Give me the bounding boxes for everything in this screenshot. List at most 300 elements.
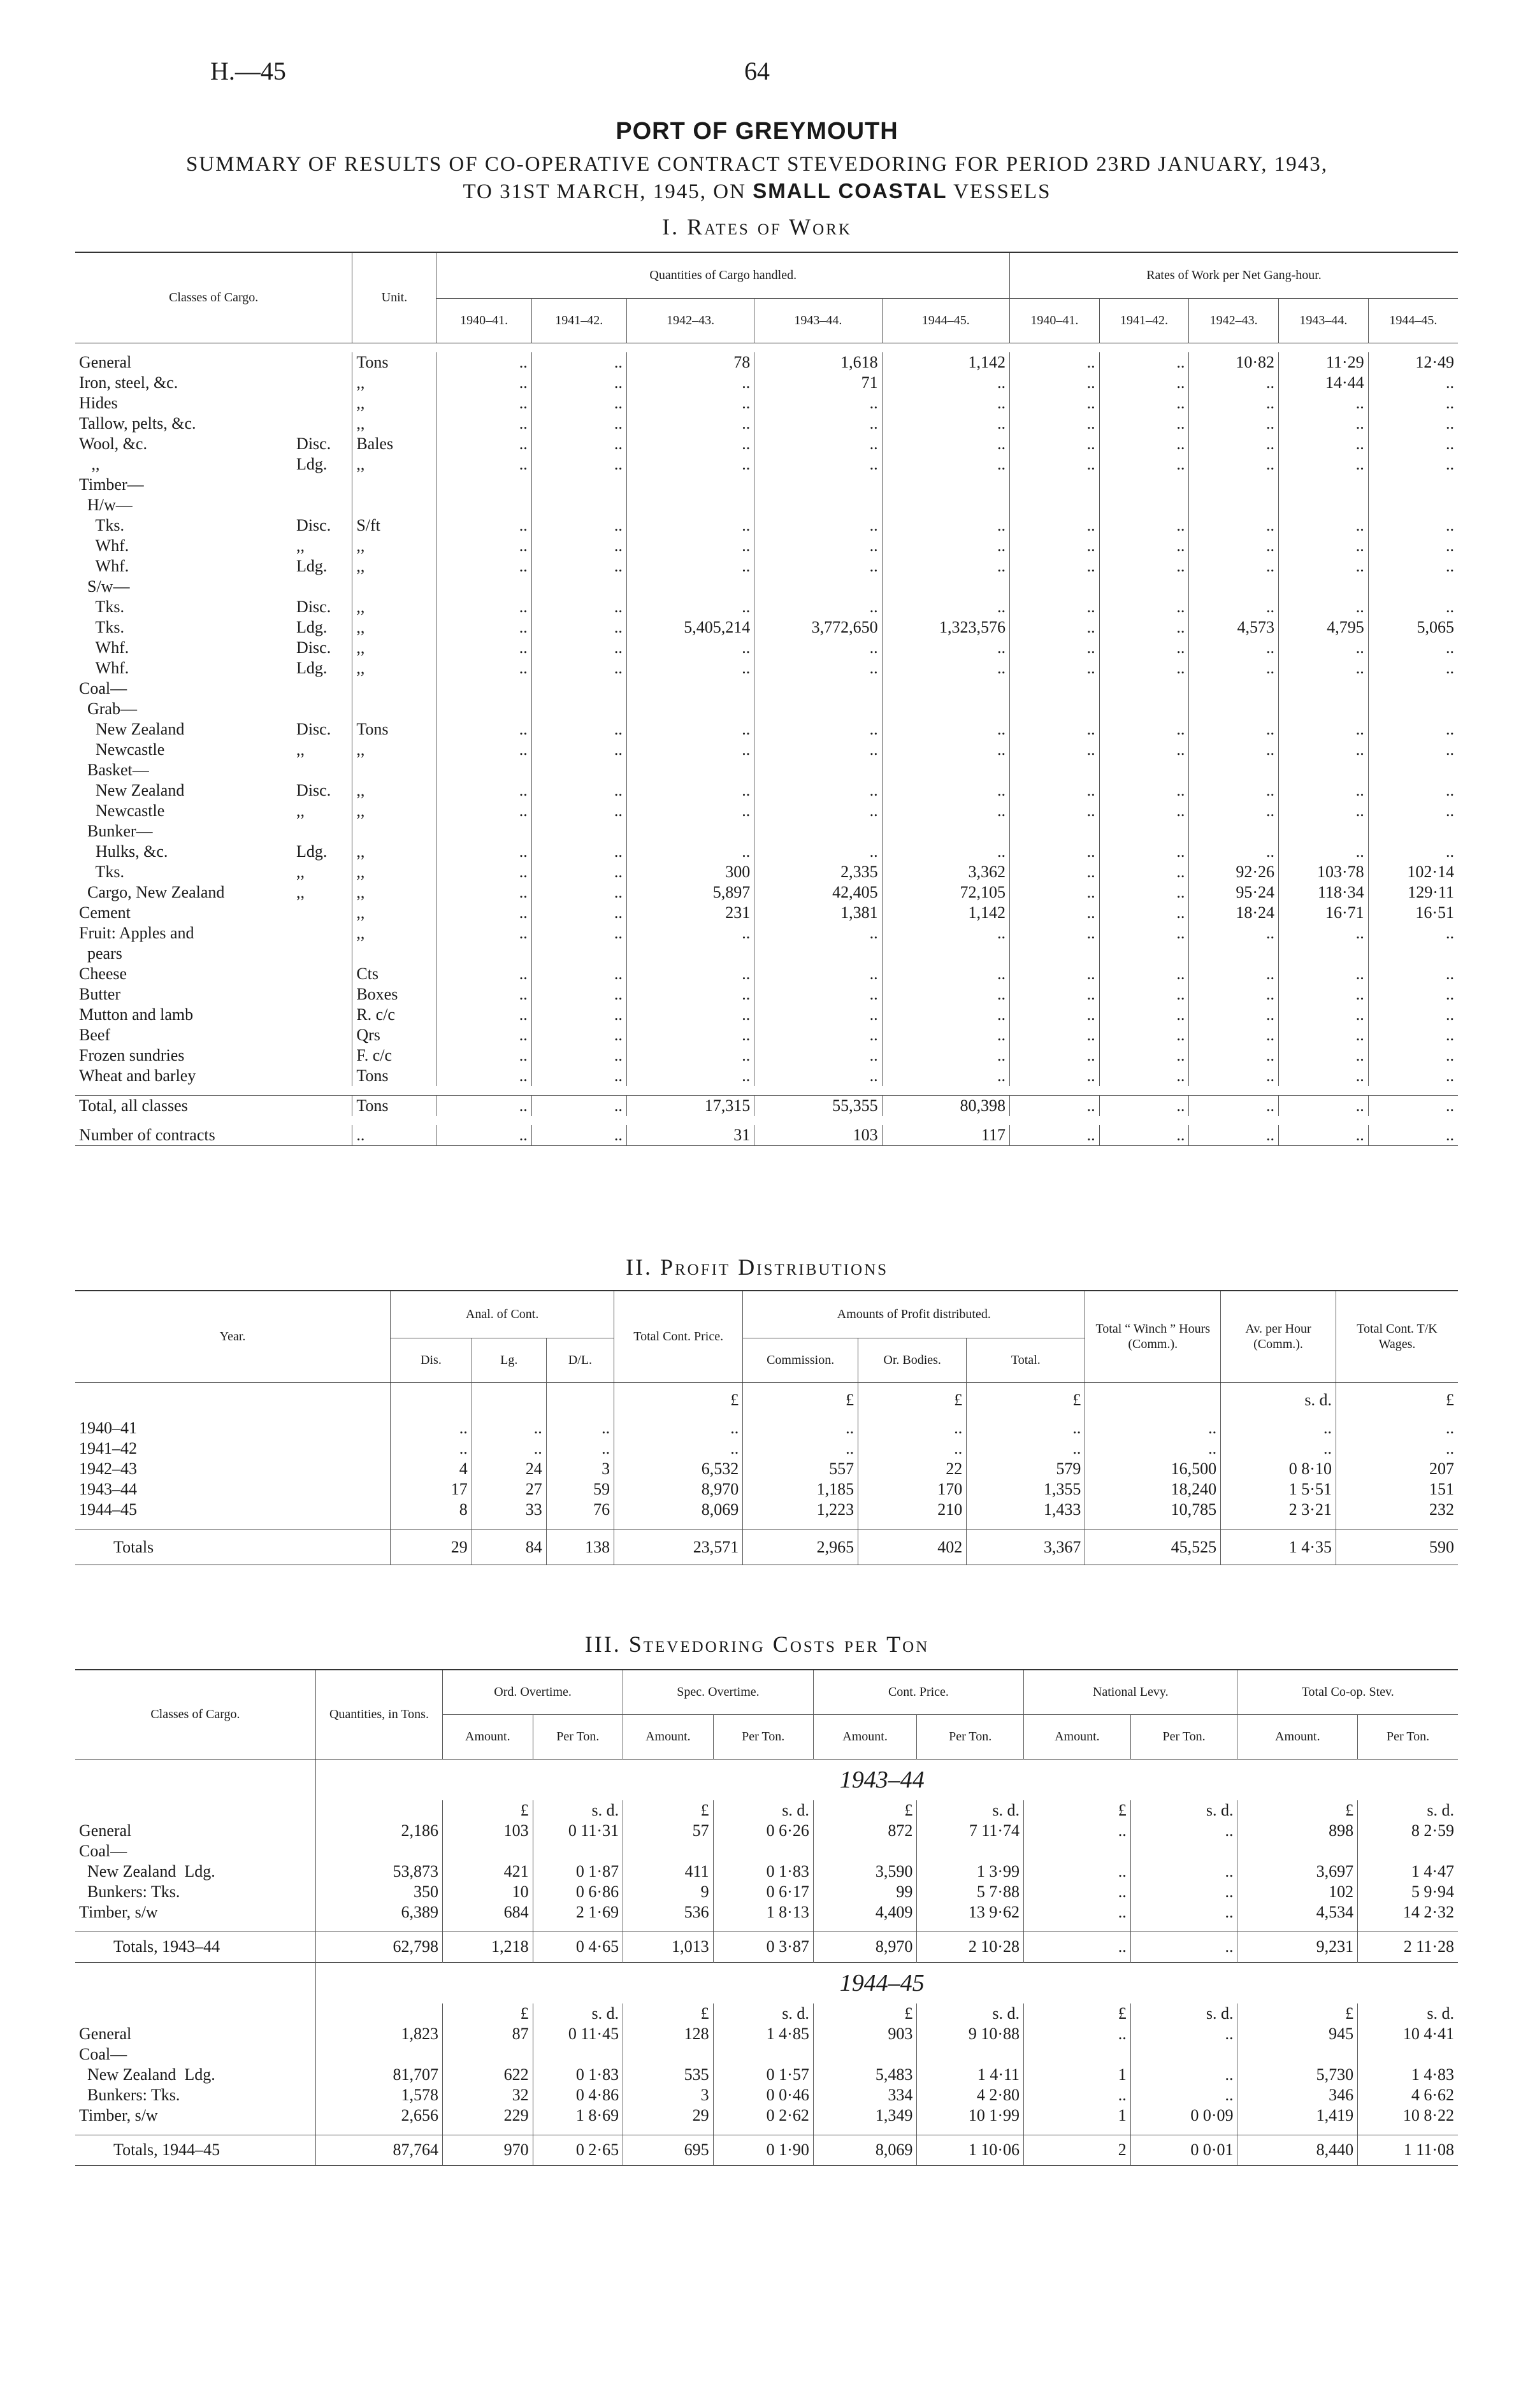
unit: Tons <box>352 719 436 740</box>
rate-cell <box>1099 699 1189 719</box>
value-cell: 102 <box>1237 1882 1358 1902</box>
discharge-load <box>292 413 352 434</box>
qty-cell: .. <box>531 1045 626 1066</box>
value-cell: 10 1·99 <box>917 2105 1024 2126</box>
rate-cell <box>1368 475 1458 495</box>
value-cell: 1 4·85 <box>713 2024 813 2044</box>
cargo-class: General <box>79 352 132 371</box>
gap-cell <box>917 2126 1024 2135</box>
qty-cell: .. <box>626 984 754 1005</box>
unit: ,, <box>352 740 436 760</box>
rate-cell <box>1189 943 1279 964</box>
cargo-class: Tks. <box>79 597 125 616</box>
table-row <box>75 556 1458 577</box>
discharge-load: Disc. <box>296 597 331 616</box>
rate-cell: .. <box>1279 638 1369 658</box>
unit-cell: s. d. <box>1130 1800 1237 1821</box>
qty-cell: .. <box>754 740 882 760</box>
value-cell: 3 <box>546 1459 614 1479</box>
qty-cell: .. <box>436 454 531 475</box>
rate-cell <box>1099 760 1189 780</box>
value-cell: 128 <box>623 2024 714 2044</box>
rate-cell <box>1099 475 1189 495</box>
qty-cell <box>436 943 531 964</box>
qty-cell <box>436 821 531 842</box>
col-tk-wages: Total Cont. T/K Wages. <box>1336 1291 1458 1382</box>
unit-cell: s. d. <box>917 2003 1024 2024</box>
qty-cell: .. <box>754 413 882 434</box>
rate-cell: .. <box>1010 638 1100 658</box>
qty-cell <box>882 495 1009 515</box>
table-row <box>75 536 1458 556</box>
qty-cell <box>882 577 1009 597</box>
discharge-load: ,, <box>296 882 305 901</box>
section-1-heading: I. Rates of Work <box>662 214 852 240</box>
year-label: 1943–44 <box>79 1480 137 1498</box>
rate-cell: .. <box>1189 393 1279 413</box>
discharge-load <box>292 373 352 393</box>
grp-4: Total Co-op. Stev. <box>1237 1670 1458 1714</box>
value-cell: 8 <box>391 1500 472 1520</box>
value-cell: 1,433 <box>967 1500 1085 1520</box>
gap-cell <box>743 1520 858 1530</box>
discharge-load: Ldg. <box>296 842 328 861</box>
value-cell: .. <box>1130 1902 1237 1923</box>
rate-cell: .. <box>1010 1066 1100 1086</box>
total-cell: 45,525 <box>1085 1530 1221 1565</box>
table-row <box>75 495 1458 515</box>
table-row <box>75 719 1458 740</box>
value-cell: .. <box>1024 1882 1131 1902</box>
table-row <box>75 964 1458 984</box>
qty-cell: .. <box>626 515 754 536</box>
value-cell: .. <box>1130 1861 1237 1882</box>
rate-cell <box>1010 699 1100 719</box>
rate-cell: .. <box>1099 352 1189 373</box>
rate-cell: 16·51 <box>1368 903 1458 923</box>
value-cell: 1 4·47 <box>1358 1861 1458 1882</box>
cargo-class: Hides <box>79 393 118 412</box>
qty-cell: .. <box>882 373 1009 393</box>
unit <box>352 821 436 842</box>
rate-cell <box>1099 577 1189 597</box>
total-cell: 1,218 <box>443 1931 533 1962</box>
qty-cell: .. <box>626 413 754 434</box>
discharge-load <box>292 1025 352 1045</box>
qty-cell <box>531 699 626 719</box>
qty-cell: .. <box>531 658 626 678</box>
discharge-load <box>292 475 352 495</box>
qty-cell: .. <box>626 1045 754 1066</box>
rate-cell: .. <box>1010 1005 1100 1025</box>
spacer <box>75 1759 315 1800</box>
cargo-class: Whf. <box>79 658 129 677</box>
unit: ,, <box>352 882 436 903</box>
value-cell: .. <box>1024 2024 1131 2044</box>
cargo-class: Wheat and barley <box>79 1066 196 1085</box>
value-cell <box>813 2044 916 2065</box>
rate-cell: .. <box>1189 638 1279 658</box>
rate-cell: .. <box>1099 536 1189 556</box>
gap-cell <box>967 1520 1085 1530</box>
sub-total: Total. <box>967 1338 1085 1382</box>
qty-cell: .. <box>531 454 626 475</box>
table-row <box>75 801 1458 821</box>
rate-cell: .. <box>1010 984 1100 1005</box>
rate-cell: .. <box>1189 780 1279 801</box>
rate-cell: .. <box>1189 515 1279 536</box>
gap-cell <box>1237 2126 1358 2135</box>
unit: Tons <box>352 1095 436 1116</box>
rate-cell: .. <box>1189 1066 1279 1086</box>
qty-cell <box>754 495 882 515</box>
qty-cell: .. <box>436 780 531 801</box>
discharge-load <box>292 923 352 943</box>
value-cell <box>1130 2044 1237 2065</box>
qty-cell: 1,323,576 <box>882 617 1009 638</box>
qty-cell: .. <box>436 515 531 536</box>
qty-cell: .. <box>436 556 531 577</box>
table-row <box>75 1841 1458 1861</box>
gap-cell <box>1085 1520 1221 1530</box>
value-cell: 1 5·51 <box>1221 1479 1336 1500</box>
cargo-class: Tallow, pelts, &c. <box>79 413 196 433</box>
grp-3: National Levy. <box>1024 1670 1237 1714</box>
rate-cell: .. <box>1368 740 1458 760</box>
value-cell <box>623 2044 714 2065</box>
rate-cell: .. <box>1010 1095 1100 1116</box>
rate-cell: 14·44 <box>1279 373 1369 393</box>
total-cell: 138 <box>546 1530 614 1565</box>
col-classes: Classes of Cargo. <box>75 252 352 343</box>
qty-cell <box>436 475 531 495</box>
discharge-load <box>292 984 352 1005</box>
year-label: 1943–44 <box>839 1766 925 1793</box>
value-cell: .. <box>1085 1418 1221 1438</box>
grp-2: Cont. Price. <box>813 1670 1023 1714</box>
rate-cell: .. <box>1010 393 1100 413</box>
value-cell: 5,483 <box>813 2065 916 2085</box>
rate-cell: .. <box>1010 719 1100 740</box>
unit-cell <box>75 1800 315 1821</box>
value-cell: 1,349 <box>813 2105 916 2126</box>
total-cell: 62,798 <box>315 1931 442 1962</box>
value-cell: 622 <box>443 2065 533 2085</box>
cargo-class: H/w— <box>79 495 133 514</box>
cargo-class: Tks. <box>79 862 125 881</box>
rate-cell: 95·24 <box>1189 882 1279 903</box>
rate-cell: .. <box>1279 658 1369 678</box>
total-cell: 2 <box>1024 2135 1131 2165</box>
qty-cell: .. <box>531 882 626 903</box>
rate-cell: .. <box>1010 842 1100 862</box>
qty-cell <box>626 495 754 515</box>
unit-cell: £ <box>967 1382 1085 1418</box>
gap-cell <box>546 1520 614 1530</box>
qty-cell: .. <box>531 1025 626 1045</box>
discharge-load: Disc. <box>296 515 331 534</box>
unit: ,, <box>352 842 436 862</box>
rate-cell: 10·82 <box>1189 352 1279 373</box>
qty-cell: .. <box>436 658 531 678</box>
qty-cell: .. <box>531 352 626 373</box>
gap-cell <box>813 2126 916 2135</box>
qty-cell <box>882 760 1009 780</box>
rate-cell <box>1099 495 1189 515</box>
value-cell: 1 3·99 <box>917 1861 1024 1882</box>
discharge-load: ,, <box>296 862 305 881</box>
col-total-cont-price: Total Cont. Price. <box>614 1291 743 1382</box>
table-row <box>75 760 1458 780</box>
gap-cell <box>713 2126 813 2135</box>
totals-label: Totals, 1943–44 <box>113 1937 220 1956</box>
unit: Cts <box>352 964 436 984</box>
table-row <box>75 577 1458 597</box>
rate-cell: .. <box>1010 658 1100 678</box>
qty-cell <box>626 475 754 495</box>
value-cell: 0 11·31 <box>533 1821 623 1841</box>
rate-cell <box>1099 943 1189 964</box>
value-cell <box>1237 2044 1358 2065</box>
gap-cell <box>315 1923 442 1932</box>
table-row <box>75 943 1458 964</box>
rate-cell: .. <box>1099 658 1189 678</box>
rate-cell: .. <box>1010 923 1100 943</box>
table-row <box>75 2044 1458 2065</box>
rate-cell: .. <box>1368 719 1458 740</box>
qty-cell: .. <box>531 434 626 454</box>
value-cell: 10 <box>443 1882 533 1902</box>
gap-cell <box>917 1923 1024 1932</box>
rate-cell: .. <box>1099 1066 1189 1086</box>
year-col-rate-1: 1941–42. <box>1099 298 1189 343</box>
value-cell: .. <box>391 1418 472 1438</box>
value-cell: 557 <box>743 1459 858 1479</box>
total-cell: 9,231 <box>1237 1931 1358 1962</box>
value-cell <box>1358 2044 1458 2065</box>
value-cell: 10 4·41 <box>1358 2024 1458 2044</box>
year-col-rate-0: 1940–41. <box>1010 298 1100 343</box>
value-cell: 535 <box>623 2065 714 2085</box>
discharge-load <box>292 393 352 413</box>
unit: ,, <box>352 923 436 943</box>
rate-cell: .. <box>1279 801 1369 821</box>
table-row <box>75 1045 1458 1066</box>
gap-cell <box>1237 1923 1358 1932</box>
value-cell: 2,186 <box>315 1821 442 1841</box>
subtitle-post: VESSELS <box>953 180 1051 203</box>
qty-cell: .. <box>882 801 1009 821</box>
rate-cell: 4,573 <box>1189 617 1279 638</box>
rate-cell: .. <box>1099 454 1189 475</box>
unit: Tons <box>352 352 436 373</box>
rate-cell <box>1189 495 1279 515</box>
total-cell: 590 <box>1336 1530 1458 1565</box>
qty-cell: .. <box>882 1025 1009 1045</box>
rate-cell <box>1279 475 1369 495</box>
gap-cell <box>533 1923 623 1932</box>
total-cell: 0 1·90 <box>713 2135 813 2165</box>
unit-cell: £ <box>1024 1800 1131 1821</box>
section-3-heading: III. Stevedoring Costs per Ton <box>584 1631 930 1657</box>
table-row <box>75 984 1458 1005</box>
rate-cell: .. <box>1189 536 1279 556</box>
page-number: 64 <box>744 57 770 85</box>
qty-cell: .. <box>436 536 531 556</box>
gap-cell <box>75 1520 391 1530</box>
discharge-load: Ldg. <box>296 658 328 677</box>
value-cell: 4 6·62 <box>1358 2085 1458 2105</box>
value-cell: .. <box>546 1418 614 1438</box>
rate-cell <box>1189 475 1279 495</box>
qty-cell: .. <box>754 393 882 413</box>
value-cell: 0 4·86 <box>533 2085 623 2105</box>
rate-cell: .. <box>1368 1005 1458 1025</box>
discharge-load <box>292 821 352 842</box>
qty-cell: .. <box>754 536 882 556</box>
rate-cell: .. <box>1010 862 1100 882</box>
value-cell: 1 4·11 <box>917 2065 1024 2085</box>
rate-cell: .. <box>1279 1125 1369 1146</box>
discharge-load: Ldg. <box>296 556 328 575</box>
total-cell: 1,013 <box>623 1931 714 1962</box>
total-cell: 0 4·65 <box>533 1931 623 1962</box>
total-cell: 8,069 <box>813 2135 916 2165</box>
value-cell: .. <box>1336 1438 1458 1459</box>
value-cell: .. <box>391 1438 472 1459</box>
rate-cell: .. <box>1189 373 1279 393</box>
rate-cell: .. <box>1368 658 1458 678</box>
qty-cell: .. <box>436 638 531 658</box>
value-cell: 1 4·83 <box>1358 2065 1458 2085</box>
total-cell: 29 <box>391 1530 472 1565</box>
cargo-class: Bunkers: Tks. <box>79 2085 180 2104</box>
rate-cell: 11·29 <box>1279 352 1369 373</box>
cargo-class: Tks. <box>79 617 125 636</box>
unit-cell <box>75 2003 315 2024</box>
qty-cell <box>626 760 754 780</box>
value-cell: .. <box>1024 2085 1131 2105</box>
rate-cell: .. <box>1279 393 1369 413</box>
cargo-class: Coal— <box>79 2044 127 2063</box>
year-label: 1944–45 <box>79 1500 137 1519</box>
qty-cell: .. <box>754 1005 882 1025</box>
col-av-per-hour: Av. per Hour (Comm.). <box>1221 1291 1336 1382</box>
cargo-class: New Zealand <box>79 780 185 799</box>
rate-cell <box>1279 760 1369 780</box>
cargo-class: Coal— <box>79 678 127 698</box>
qty-cell: .. <box>882 434 1009 454</box>
table-row <box>75 903 1458 923</box>
value-cell: 1,823 <box>315 2024 442 2044</box>
discharge-load <box>292 1066 352 1086</box>
unit: ,, <box>352 556 436 577</box>
rate-cell: .. <box>1189 801 1279 821</box>
col-classes: Classes of Cargo. <box>75 1670 315 1759</box>
cargo-class: Whf. <box>79 638 129 657</box>
qty-cell: 80,398 <box>882 1095 1009 1116</box>
value-cell: 2 3·21 <box>1221 1500 1336 1520</box>
table-row <box>75 658 1458 678</box>
table-row <box>75 780 1458 801</box>
value-cell: 1,419 <box>1237 2105 1358 2126</box>
qty-cell <box>531 475 626 495</box>
rate-cell: .. <box>1099 556 1189 577</box>
qty-cell: .. <box>436 413 531 434</box>
qty-cell: .. <box>882 984 1009 1005</box>
rate-cell: .. <box>1279 719 1369 740</box>
spacer <box>315 1759 442 1800</box>
qty-cell: 231 <box>626 903 754 923</box>
cargo-class: Newcastle <box>79 740 165 759</box>
qty-cell: .. <box>531 515 626 536</box>
value-cell: 903 <box>813 2024 916 2044</box>
gap-cell <box>614 1520 743 1530</box>
unit-cell: £ <box>623 2003 714 2024</box>
rate-cell: .. <box>1010 556 1100 577</box>
rate-cell <box>1099 678 1189 699</box>
discharge-load <box>292 1125 352 1146</box>
cargo-class: Beef <box>79 1025 111 1044</box>
rate-cell <box>1010 678 1100 699</box>
value-cell: .. <box>1221 1438 1336 1459</box>
unit-cell: s. d. <box>1358 2003 1458 2024</box>
rate-cell: .. <box>1189 842 1279 862</box>
rate-cell: .. <box>1189 454 1279 475</box>
rate-cell: .. <box>1099 617 1189 638</box>
subtitle-line-2 <box>0 178 1514 204</box>
unit: ,, <box>352 454 436 475</box>
rate-cell: .. <box>1099 1025 1189 1045</box>
rate-cell <box>1368 943 1458 964</box>
value-cell <box>533 1841 623 1861</box>
gap-cell <box>858 1520 967 1530</box>
qty-cell: .. <box>626 638 754 658</box>
value-cell: 1,578 <box>315 2085 442 2105</box>
qty-cell: .. <box>436 373 531 393</box>
value-cell: 8,970 <box>614 1479 743 1500</box>
qty-cell: .. <box>531 1125 626 1146</box>
rate-cell <box>1189 760 1279 780</box>
rate-cell <box>1189 678 1279 699</box>
qty-cell: .. <box>754 658 882 678</box>
value-cell: 3,697 <box>1237 1861 1358 1882</box>
qty-cell: .. <box>754 923 882 943</box>
rate-cell: .. <box>1279 556 1369 577</box>
unit-cell: £ <box>623 1800 714 1821</box>
value-cell: 17 <box>391 1479 472 1500</box>
qty-cell: .. <box>531 801 626 821</box>
rate-cell: .. <box>1189 1095 1279 1116</box>
gap-cell <box>75 1923 315 1932</box>
unit-cell: £ <box>813 1800 916 1821</box>
unit: ,, <box>352 393 436 413</box>
unit: ,, <box>352 373 436 393</box>
sub-amount: Amount. <box>443 1714 533 1759</box>
rate-cell: .. <box>1279 1095 1369 1116</box>
table-row <box>75 882 1458 903</box>
value-cell: .. <box>1130 1882 1237 1902</box>
rate-cell: .. <box>1099 638 1189 658</box>
gap-cell <box>1336 1520 1458 1530</box>
rate-cell: .. <box>1368 536 1458 556</box>
qty-cell: .. <box>754 719 882 740</box>
year-label: 1944–45 <box>839 1969 925 1996</box>
rate-cell: 16·71 <box>1279 903 1369 923</box>
qty-cell: 1,142 <box>882 352 1009 373</box>
unit-cell: £ <box>858 1382 967 1418</box>
total-cell: 1 4·35 <box>1221 1530 1336 1565</box>
